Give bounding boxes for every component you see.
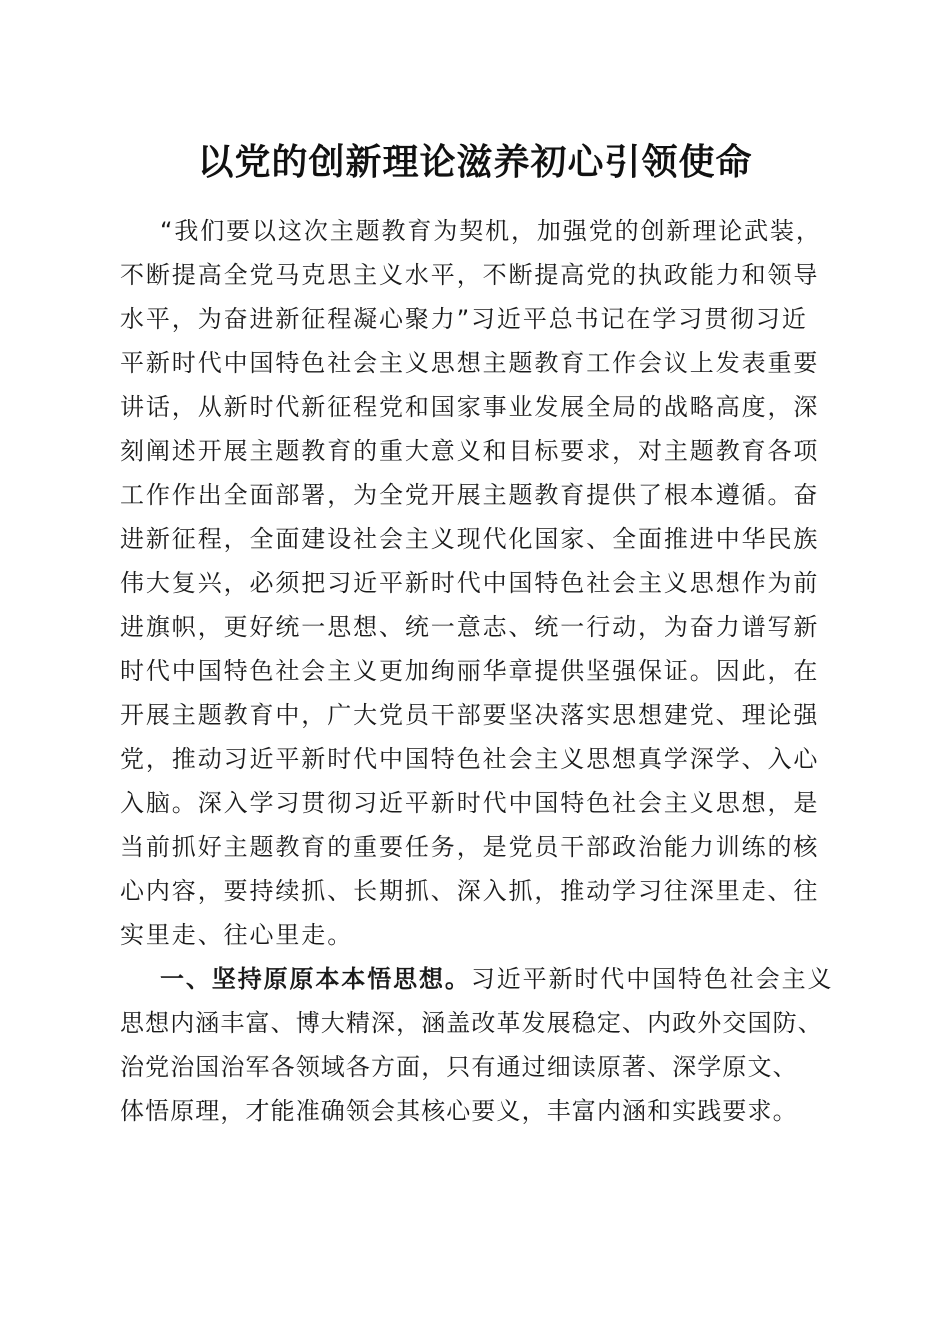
paragraph-line: 开展主题教育中，广大党员干部要坚决落实思想建党、理论强 — [120, 701, 820, 729]
paragraph-line: “我们要以这次主题教育为契机，加强党的创新理论武装， — [160, 217, 822, 245]
paragraph-line: 时代中国特色社会主义更加绚丽华章提供坚强保证。因此，在 — [120, 657, 820, 685]
paragraph-line: 入脑。深入学习贯彻习近平新时代中国特色社会主义思想，是 — [120, 789, 820, 817]
paragraph-line: 不断提高全党马克思主义水平，不断提高党的执政能力和领导 — [120, 261, 820, 289]
paragraph-line: 思想内涵丰富、博大精深，涵盖改革发展稳定、内政外交国防、 — [120, 1009, 823, 1037]
document-title: 以党的创新理论滋养初心引领使命 — [197, 141, 753, 183]
paragraph-line: 当前抓好主题教育的重要任务，是党员干部政治能力训练的核 — [120, 833, 820, 861]
paragraph-line: 伟大复兴，必须把习近平新时代中国特色社会主义思想作为前 — [120, 569, 820, 597]
section-text: 习近平新时代中国特色社会主义 — [470, 965, 834, 993]
paragraph-line: 进旗帜，更好统一思想、统一意志、统一行动，为奋力谱写新 — [120, 613, 820, 641]
paragraph-line: 工作作出全面部署，为全党开展主题教育提供了根本遵循。奋 — [120, 481, 820, 509]
paragraph-line: 治党治国治军各领域各方面，只有通过细读原著、深学原文、 — [120, 1053, 798, 1081]
paragraph-line: 平新时代中国特色社会主义思想主题教育工作会议上发表重要 — [120, 349, 820, 377]
paragraph-line: 讲话，从新时代新征程党和国家事业发展全局的战略高度，深 — [120, 393, 820, 421]
paragraph-line: 进新征程，全面建设社会主义现代化国家、全面推进中华民族 — [120, 525, 820, 553]
paragraph-line: 心内容，要持续抓、长期抓、深入抓，推动学习往深里走、往 — [120, 877, 820, 905]
paragraph-line: 党，推动习近平新时代中国特色社会主义思想真学深学、入心 — [120, 745, 820, 773]
paragraph-line: 刻阐述开展主题教育的重大意义和目标要求，对主题教育各项 — [120, 437, 820, 465]
section-first-line — [160, 957, 840, 1001]
paragraph-line: 水平，为奋进新征程凝心聚力”习近平总书记在学习贯彻习近 — [120, 305, 808, 333]
section-heading: 一、坚持原原本本悟思想。 — [160, 965, 471, 993]
paragraph-line: 体悟原理，才能准确领会其核心要义，丰富内涵和实践要求。 — [120, 1097, 798, 1125]
paragraph-line: 实里走、往心里走。 — [120, 921, 354, 949]
